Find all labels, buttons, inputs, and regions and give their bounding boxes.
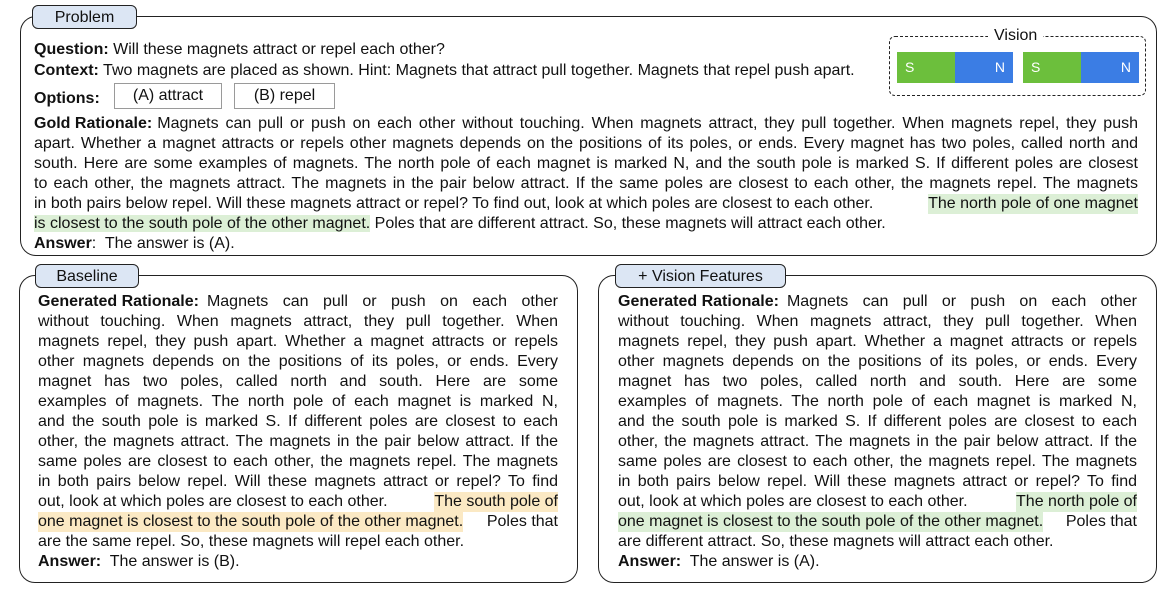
gold-rationale-line-5: in both pairs below repel. Will these magnets attract or repel? To find out, look at which poles are closest to each other. The north pole of one magnet [34,195,1138,212]
vf-line-7: and the south pole is marked S. If different poles are closest to each [618,413,1137,430]
gold-rationale-line-6: is closest to the south pole of the other magnet. Poles that are different attract. So, these magnets will attract each other. [34,215,886,232]
baseline-line-7: and the south pole is marked S. If different poles are closest to each [38,413,558,430]
baseline-line-12: one magnet is closest to the south pole of the other magnet. Poles that [38,513,558,530]
gold-answer-text: The answer is (A). [104,235,235,252]
vf-line-5: magnet has two poles, called north and south. Here are some [618,373,1137,390]
baseline-answer-text: The answer is (B). [109,553,240,570]
baseline-line-10: in both pairs below repel. Will these magnets attract or repel? To find [38,473,558,490]
baseline-line-5: magnet has two poles, called north and south. Here are some [38,373,558,390]
vf-line-9: same poles are closest to each other, the magnets repel. The magnets [618,453,1137,470]
vf-line-3: magnets repel, they push apart. Whether a magnet attracts or repels [618,333,1137,350]
context-line [34,61,855,81]
baseline-rationale-label: Generated Rationale: [38,293,199,310]
baseline-highlight-b: one magnet is closest to the south pole of the other magnet. [38,513,464,530]
gold-rationale-line-4: to each other, the magnets attract. The magnets in the pair below attract. If the same poles are closest to each other, the magnets repel. The magnets [34,175,1138,192]
vf-answer-text: The answer is (A). [689,553,820,570]
magnet2-south-pole: S [1023,52,1081,83]
vf-answer-label: Answer: [618,553,682,570]
vf-line-1: Generated Rationale: Magnets can pull or push on each other [618,293,1137,310]
gold-answer-line: Answer: The answer is (A). [34,235,235,252]
context-text: Two magnets are placed as shown. Hint: Magnets that attract pull together. Magnets that repel push apart. [103,62,855,79]
question-text: Will these magnets attract or repel each other? [113,41,445,58]
question-line [34,40,445,60]
vf-highlight-b: one magnet is closest to the south pole of the other magnet. [618,513,1044,530]
gold-rationale-line-2: apart. Whether a magnet attracts or repels other magnets depends on the positions of its poles, or ends. Every magnet has two poles, called north and [34,135,1138,152]
vf-line-11: out, look at which poles are closest to each other. The north pole of [618,493,1137,510]
options-label: Options: [34,90,100,107]
baseline-line-4: other magnets depends on the positions of its poles, or ends. Every [38,353,558,370]
baseline-answer-line [38,552,558,572]
baseline-highlight-a: The south pole of [434,493,558,510]
baseline-line-2: without touching. When magnets attract, they pull together. When [38,313,558,330]
baseline-line-9: same poles are closest to each other, the magnets repel. The magnets [38,453,558,470]
gold-rationale-line-3: south. Here are some examples of magnets. The north pole of each magnet is marked N, and the south pole is marked S. If different poles are closest [34,155,1138,172]
vf-line-10: in both pairs below repel. Will these magnets attract or repel? To find [618,473,1137,490]
baseline-line-1: Generated Rationale: Magnets can pull or push on each other [38,293,558,310]
option-b: (B) repel [234,83,335,109]
magnet2-north-pole: N [1081,52,1139,83]
vf-line-4: other magnets depends on the positions of its poles, or ends. Every [618,353,1137,370]
gold-highlight-a: The north pole of one magnet [928,195,1138,212]
magnet1-north-pole: N [955,52,1013,83]
vf-line-2: without touching. When magnets attract, they pull together. When [618,313,1137,330]
vf-highlight-a: The north pole of [1016,493,1137,510]
vision-features-tab: + Vision Features [615,264,786,288]
baseline-line-13: are the same repel. So, these magnets will repel each other. [38,533,465,550]
vf-line-8: other, the magnets attract. The magnets in the pair below attract. If the [618,433,1137,450]
vf-answer-line [618,552,1137,572]
baseline-rationale [38,292,558,572]
baseline-line-11: out, look at which poles are closest to each other. The south pole of [38,493,558,510]
vf-rationale-label: Generated Rationale: [618,293,779,310]
question-label: Question: [34,41,109,58]
vision-features-rationale [618,292,1137,572]
gold-rationale-line-1: Gold Rationale: Magnets can pull or push on each other without touching. When magnets attract, they pull together. When magnets repel, they push [34,115,1138,132]
baseline-line-3: magnets repel, they push apart. Whether a magnet attracts or repels [38,333,558,350]
problem-tab: Problem [32,5,137,29]
context-label: Context: [34,62,99,79]
magnet1-south-pole: S [897,52,955,83]
gold-highlight-b: is closest to the south pole of the other magnet. [34,215,371,232]
baseline-line-6: examples of magnets. The north pole of each magnet is marked N, [38,393,558,410]
option-a: (A) attract [114,83,222,109]
baseline-tab: Baseline [35,264,139,288]
vision-label: Vision [988,27,1043,45]
vf-line-6: examples of magnets. The north pole of each magnet is marked N, [618,393,1137,410]
gold-rationale-label: Gold Rationale: [34,115,153,132]
gold-answer-label: Answer [34,235,92,252]
baseline-answer-label: Answer: [38,553,102,570]
vf-line-12: one magnet is closest to the south pole of the other magnet. Poles that [618,513,1137,530]
vf-line-13: are different attract. So, these magnets will attract each other. [618,533,1054,550]
baseline-line-8: other, the magnets attract. The magnets in the pair below attract. If the [38,433,558,450]
